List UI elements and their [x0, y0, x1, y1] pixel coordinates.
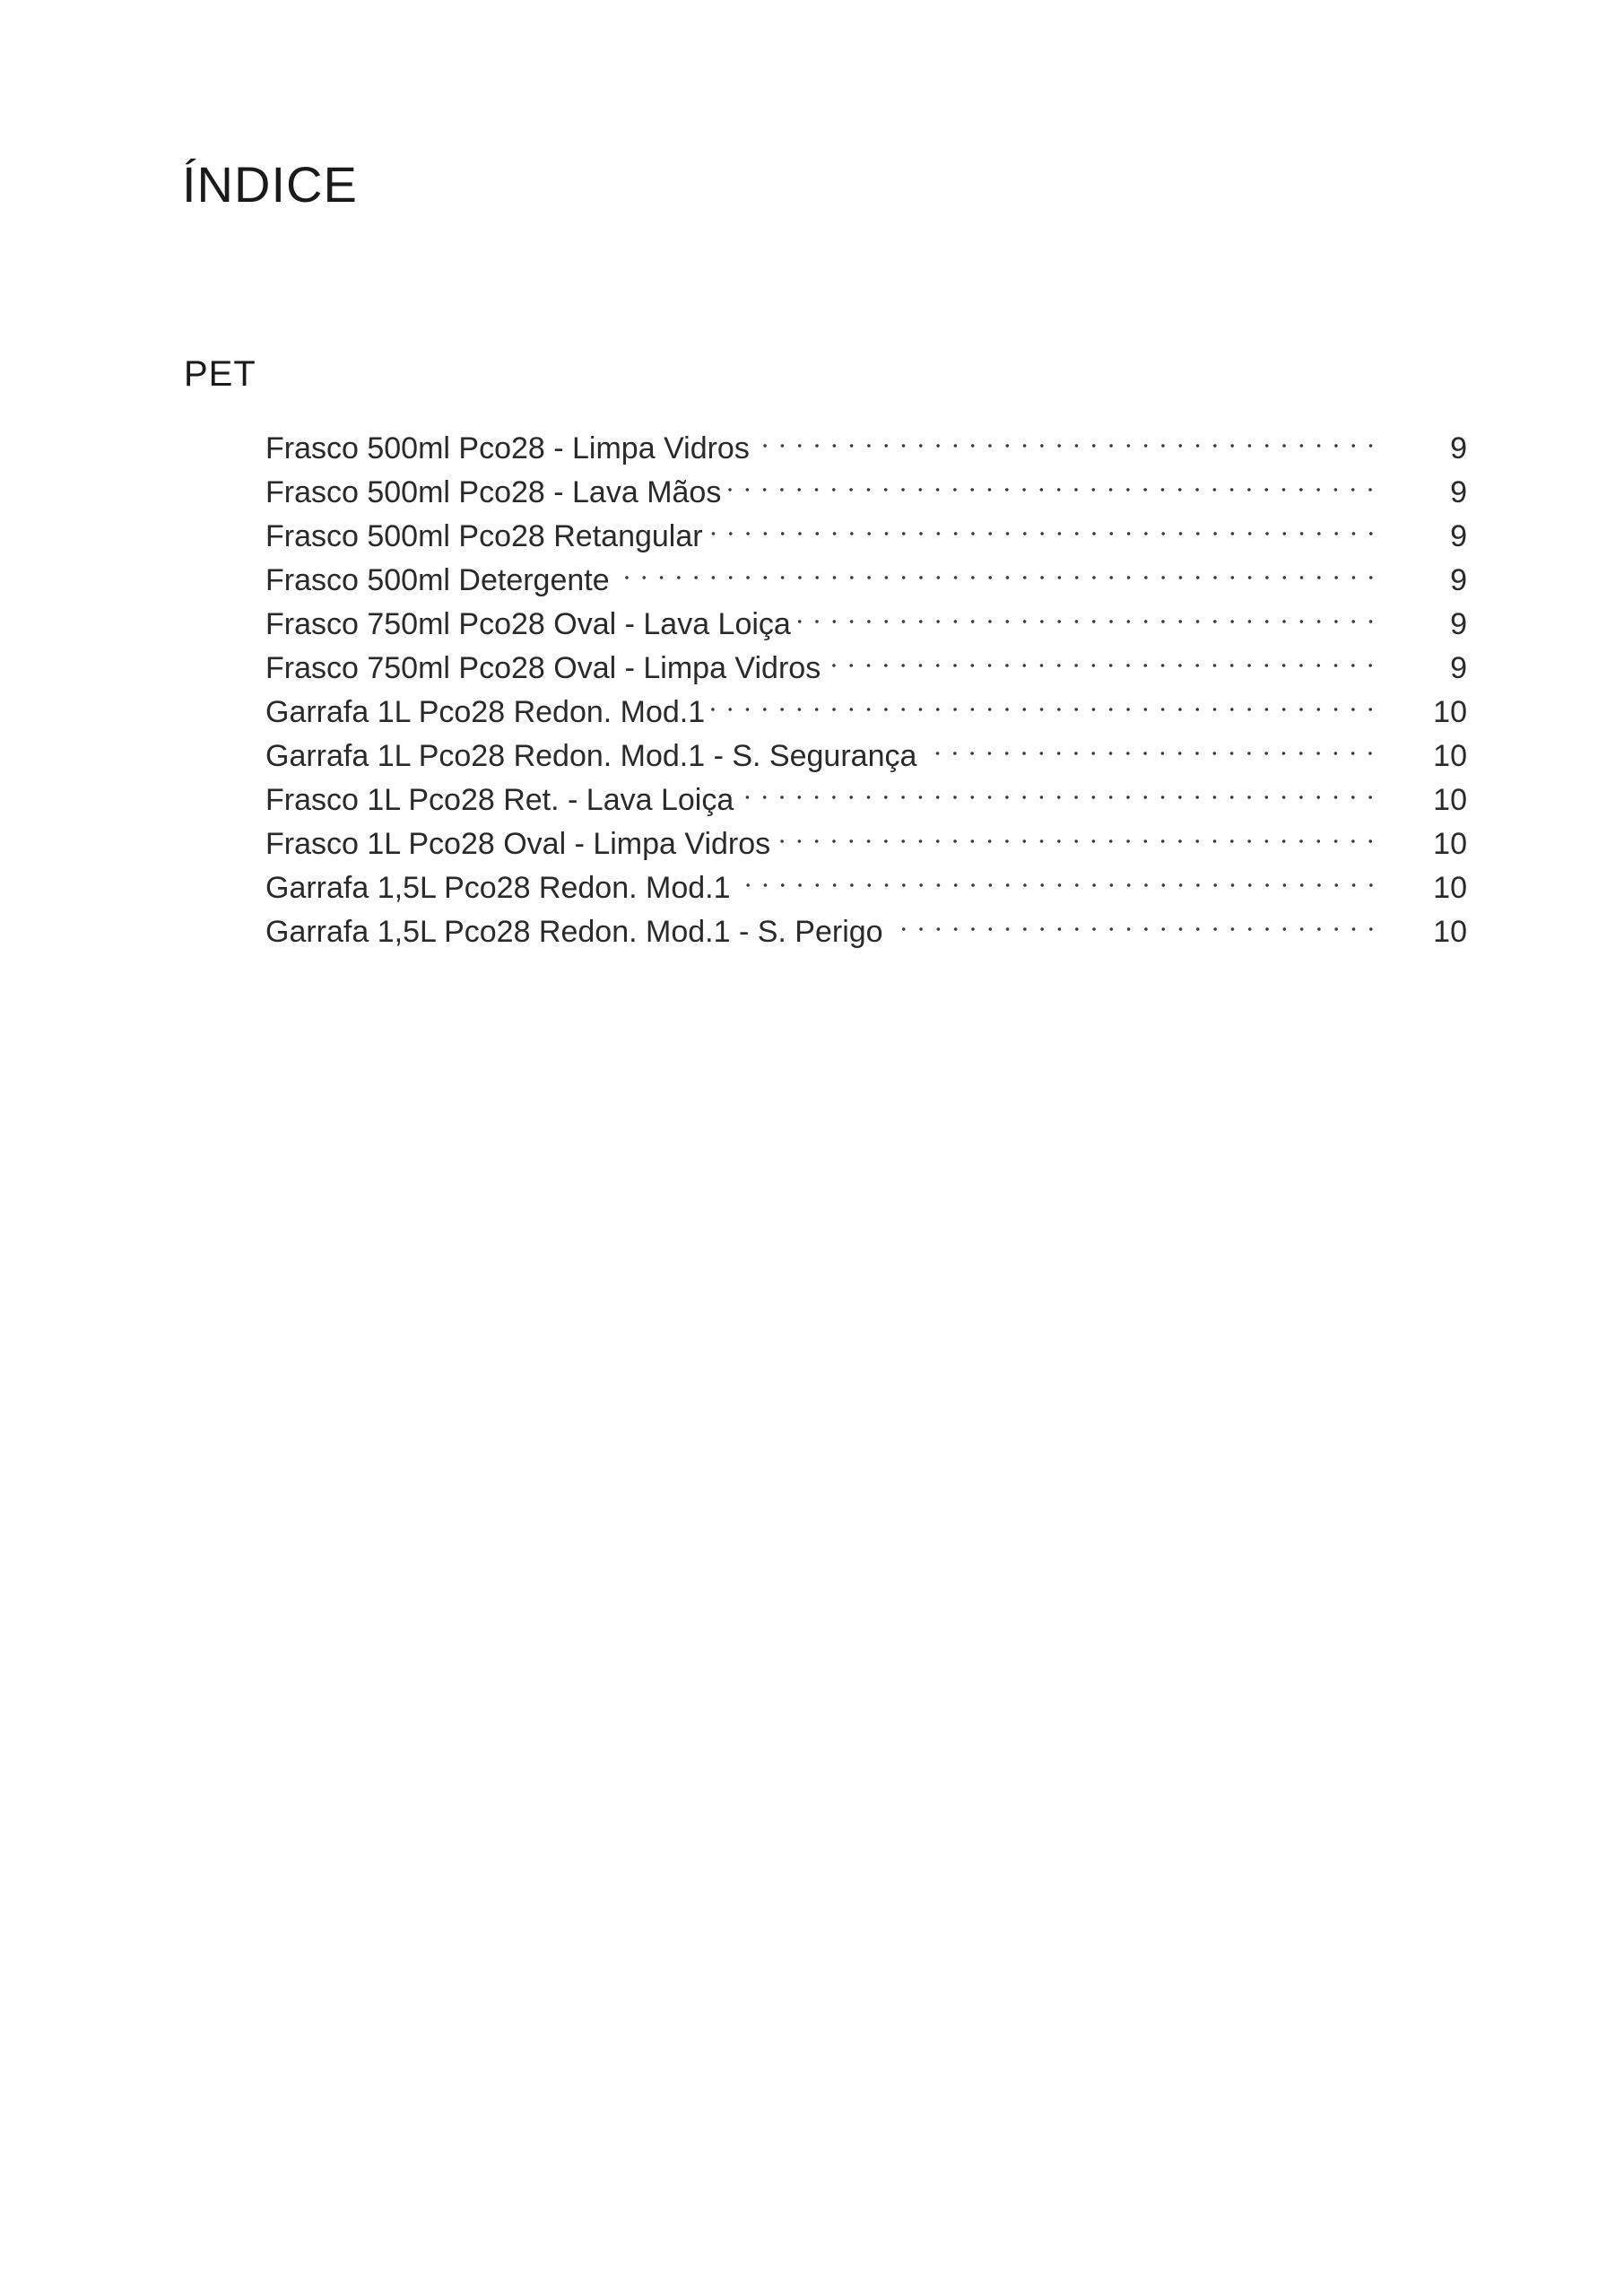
toc-entry-title: Garrafa 1L Pco28 Redon. Mod.1: [265, 695, 706, 729]
toc-entry-title: Garrafa 1,5L Pco28 Redon. Mod.1 - S. Perigo: [265, 915, 883, 949]
toc-entry-title: Frasco 500ml Detergente: [265, 563, 610, 597]
toc-entry-page: 9: [1450, 475, 1467, 509]
toc-entry-page: 9: [1450, 563, 1467, 597]
toc-entry-page: 10: [1433, 739, 1467, 773]
toc-dot-leader: [615, 546, 1410, 590]
page-title: ÍNDICE: [182, 156, 358, 213]
toc-dot-leader: [710, 678, 1410, 722]
toc-entry-title: Garrafa 1L Pco28 Redon. Mod.1 - S. Segurança: [265, 739, 917, 773]
section-heading-pet: PET: [184, 354, 256, 394]
toc-dot-leader: [726, 458, 1410, 502]
toc-entry-title: Frasco 750ml Pco28 Oval - Lava Loiça: [265, 607, 791, 641]
toc-entry-title: Frasco 750ml Pco28 Oval - Limpa Vidros: [265, 651, 821, 685]
toc-entry[interactable]: [265, 414, 1467, 465]
toc-entry-title: Frasco 500ml Pco28 - Limpa Vidros: [265, 431, 750, 465]
toc-entry-page: 10: [1433, 783, 1467, 817]
toc-dot-leader: [796, 590, 1410, 634]
toc-entry-title: Frasco 1L Pco28 Oval - Limpa Vidros: [265, 827, 771, 861]
toc-entry-page: 9: [1450, 519, 1467, 553]
toc-entry-title: Garrafa 1,5L Pco28 Redon. Mod.1: [265, 871, 731, 905]
toc-dot-leader: [736, 854, 1411, 898]
toc-entry-page: 10: [1433, 915, 1467, 949]
toc-dot-leader: [708, 502, 1410, 546]
toc-dot-leader: [889, 898, 1410, 942]
toc-entry-title: Frasco 1L Pco28 Ret. - Lava Loiça: [265, 783, 734, 817]
toc-entry-page: 10: [1433, 695, 1467, 729]
toc-entry-title: Frasco 500ml Pco28 - Lava Mãos: [265, 475, 722, 509]
toc-entry-page: 10: [1433, 871, 1467, 905]
toc-dot-leader: [922, 722, 1410, 766]
toc-dot-leader: [776, 810, 1410, 854]
toc-list: [265, 414, 1467, 949]
toc-dot-leader: [755, 414, 1410, 458]
toc-entry-page: 9: [1450, 651, 1467, 685]
toc-entry-title: Frasco 500ml Pco28 Retangular: [265, 519, 703, 553]
toc-entry-page: 9: [1450, 431, 1467, 465]
toc-dot-leader: [739, 766, 1410, 810]
toc-entry-page: 9: [1450, 607, 1467, 641]
toc-dot-leader: [826, 634, 1410, 678]
toc-entry-page: 10: [1433, 827, 1467, 861]
